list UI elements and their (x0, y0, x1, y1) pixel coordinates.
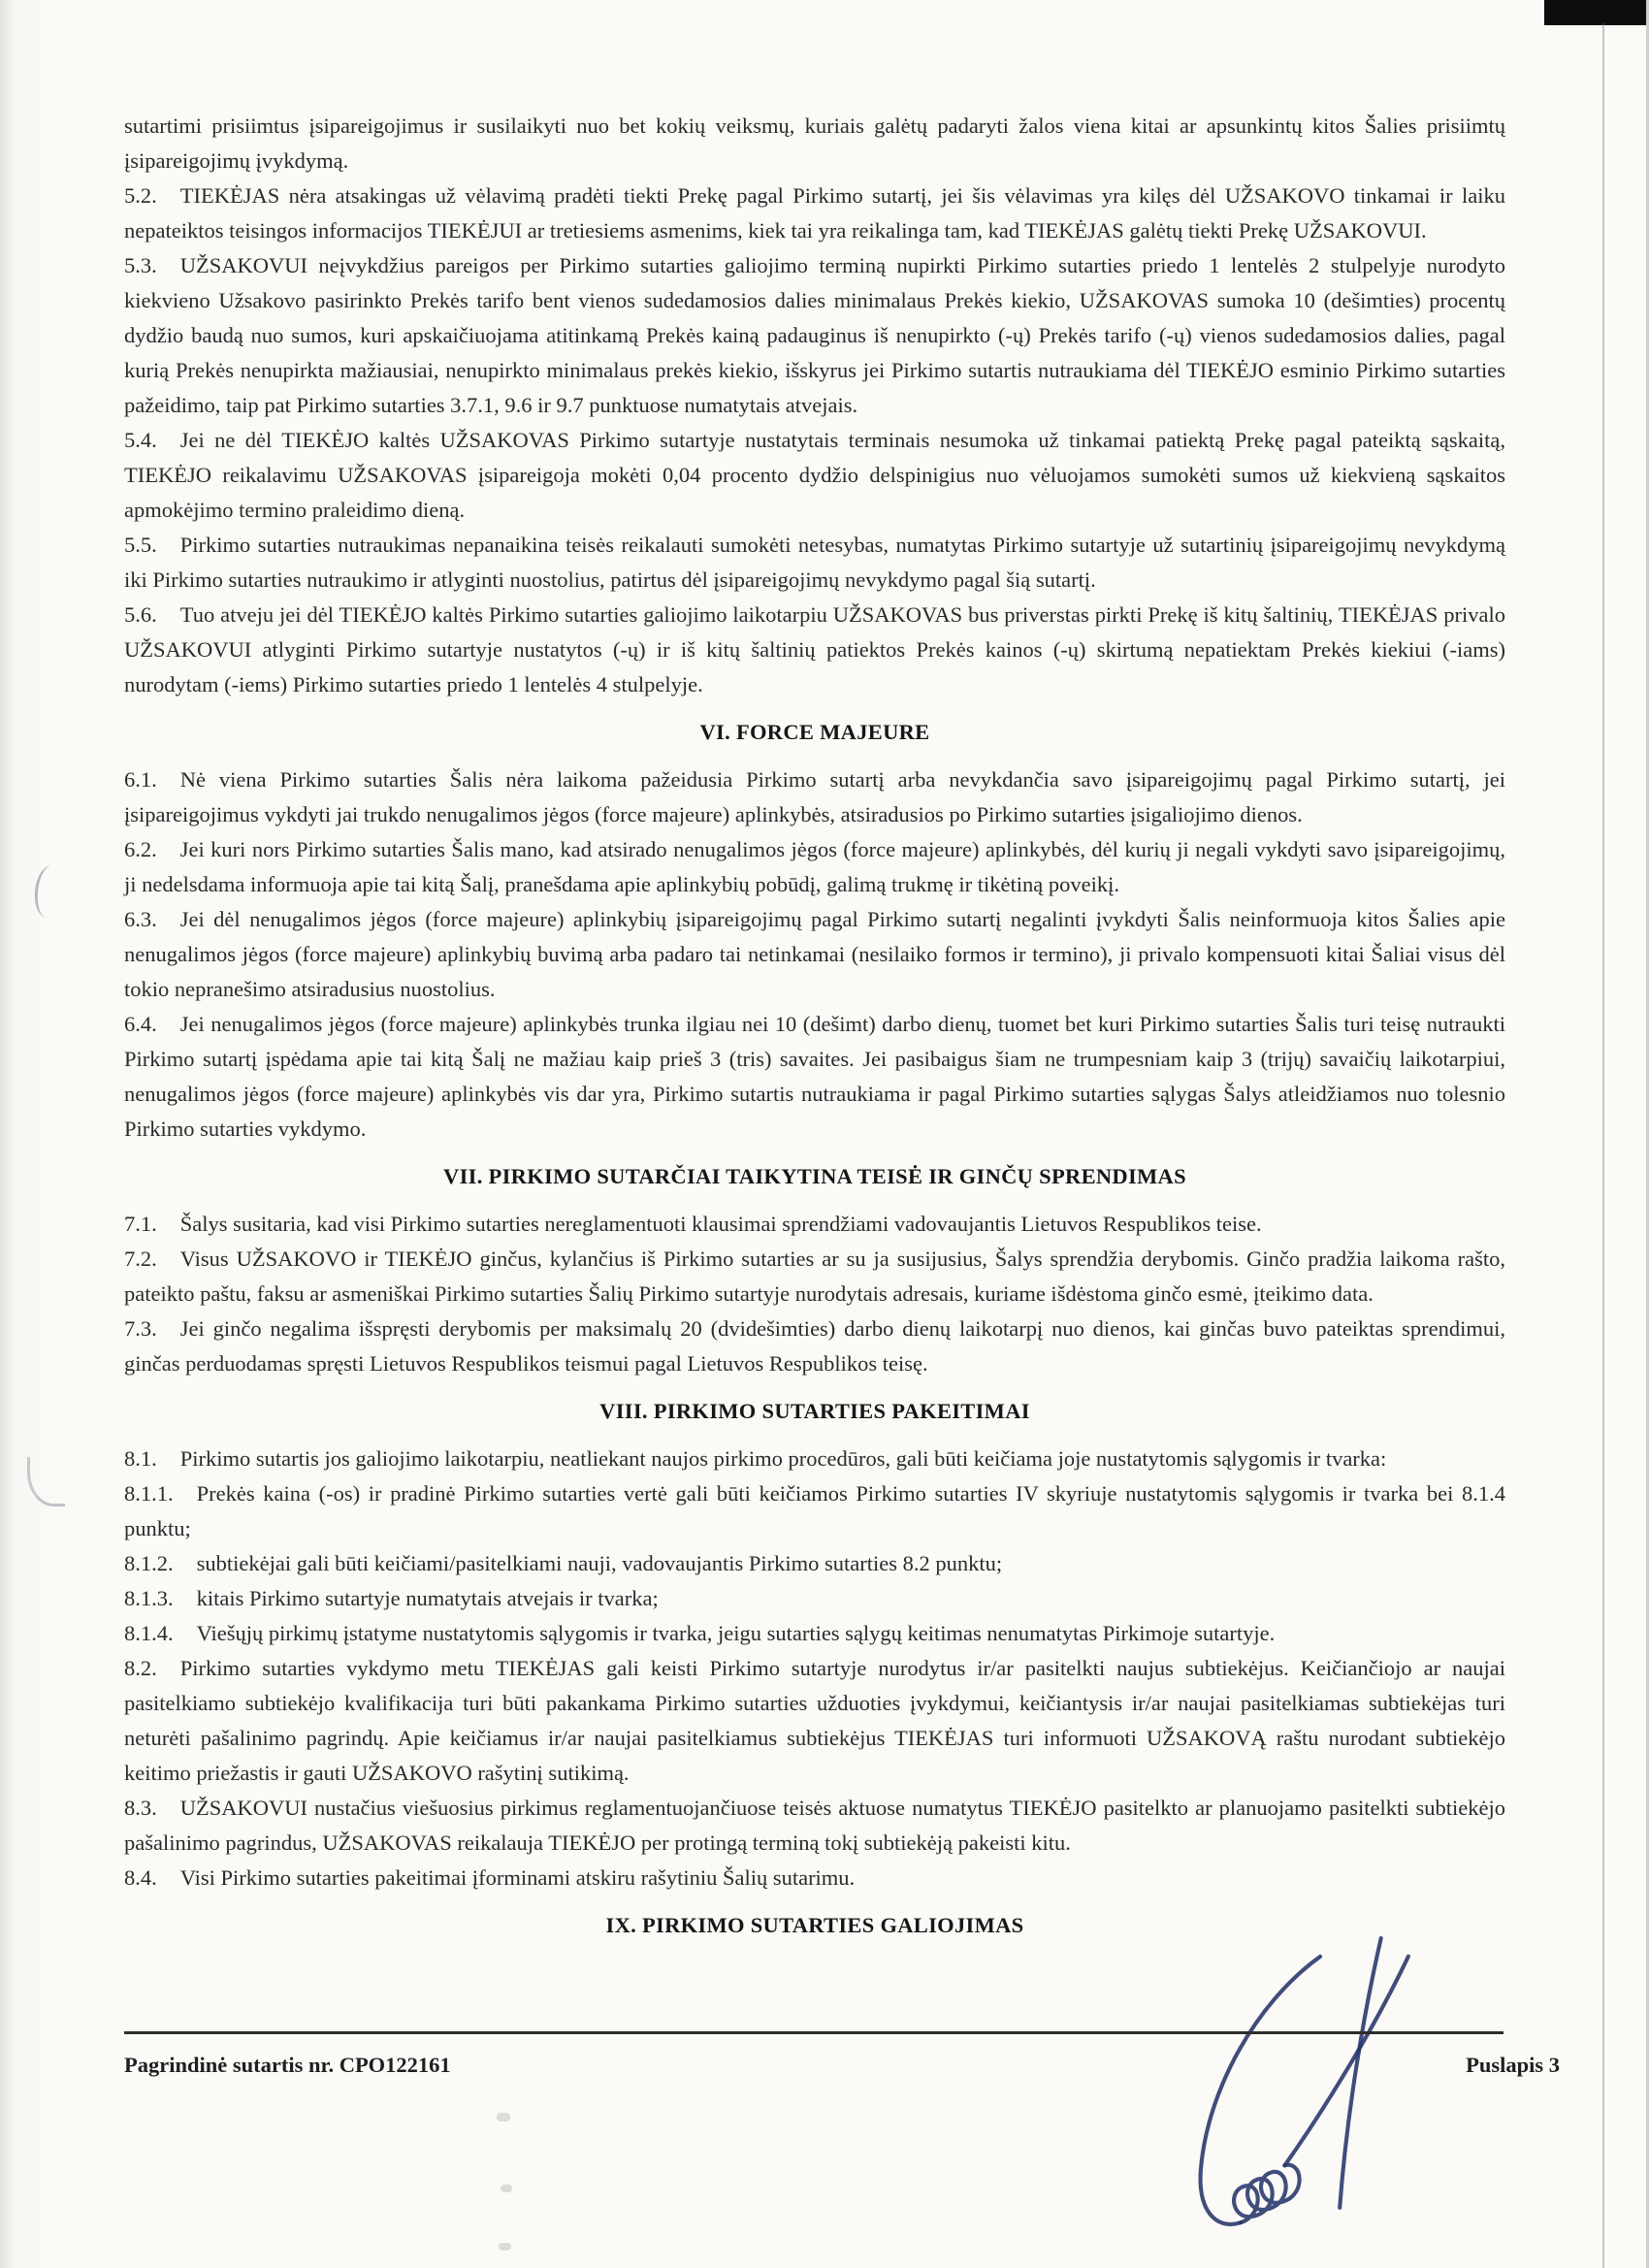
numbered-paragraph: 8.4. Visi Pirkimo sutarties pakeitimai įforminami atskiru rašytiniu Šalių sutarimu. (124, 1865, 856, 1890)
contract-text-body (124, 109, 1505, 1956)
paragraph-number: 6.1. (124, 767, 157, 792)
numbered-paragraph: 5.2. TIEKĖJAS nėra atsakingas už vėlavimą pradėti tiekti Prekę pagal Pirkimo sutartį, jei šis vėlavimas yra kilęs dėl UŽSAKOVO tinkamai ir laiku nepateiktos teisingos informacijos TIEKĖJUI ar tretiesiems asmenims, kiek tai yra reikalinga tam, kad TIEKĖJAS galėtų tiekti Prekę UŽSAKOVUI. (124, 183, 1505, 243)
paragraph-number: 5.4. (124, 428, 157, 452)
section-heading: IX. PIRKIMO SUTARTIES GALIOJIMAS (605, 1913, 1024, 1937)
scan-artifact-pen-mark (27, 1457, 65, 1507)
scan-artifact-pen-mark (32, 864, 62, 919)
scan-artifact-smudge (497, 2113, 510, 2122)
paragraph-number: 7.2. (124, 1247, 157, 1271)
scan-artifact-corner-bar (1544, 0, 1649, 25)
section-heading: VII. PIRKIMO SUTARČIAI TAIKYTINA TEISĖ IR GINČŲ SPRENDIMAS (443, 1164, 1186, 1188)
numbered-paragraph: 6.2. Jei kuri nors Pirkimo sutarties Šalis mano, kad atsirado nenugalimos jėgos (force majeure) aplinkybės, dėl kurių ji negali vykdyti savo įsipareigojimų, ji nedelsdama informuoja apie tai kitą Šalį, pranešdama apie aplinkybių pobūdį, galimą trukmę ir tikėtiną poveikį. (124, 837, 1505, 896)
footer-rule (124, 2031, 1504, 2034)
numbered-paragraph: 8.2. Pirkimo sutarties vykdymo metu TIEKĖJAS gali keisti Pirkimo sutartyje nurodytus ir/ar pasitelkti naujus subtiekėjus. Keičiančiojo ar naujai pasitelkiamo subtiekėjo kvalifikacija turi būti pakankama Pirkimo sutarties užduoties įvykdymui, keičiantysis ir/ar naujai pasitelkiamas subtiekėjas turi neturėti pašalinimo pagrindų. Apie keičiamus ir/ar naujai pasitelkiamus subtiekėjus TIEKĖJAS turi informuoti UŽSAKOVĄ raštu nurodant subtiekėjo keitimo priežastis ir gauti UŽSAKOVO rašytinį sutikimą. (124, 1656, 1505, 1785)
section-heading: VI. FORCE MAJEURE (699, 720, 930, 744)
paragraph-number: 7.3. (124, 1316, 157, 1341)
numbered-paragraph: 8.1.1. Prekės kaina (-os) ir pradinė Pirkimo sutarties vertė gali būti keičiamos Pirkimo sutarties IV skyriuje nustatytomis sąlygomis ir tvarka bei 8.1.4 punktu; (124, 1481, 1505, 1540)
paragraph-number: 8.1.1. (124, 1481, 174, 1506)
paragraph-number: 8.3. (124, 1796, 157, 1820)
paragraph-number: 8.1.3. (124, 1586, 174, 1610)
paragraph-number: 5.2. (124, 183, 157, 208)
paragraph-number: 5.3. (124, 253, 157, 277)
paragraph-number: 8.1.4. (124, 1621, 174, 1645)
scan-artifact-smudge (501, 2185, 512, 2192)
numbered-paragraph: 6.4. Jei nenugalimos jėgos (force majeure) aplinkybės trunka ilgiau nei 10 (dešimt) darbo dienų, tuomet bet kuri Pirkimo sutarties Šalis turi teisę nutraukti Pirkimo sutartį įspėdama apie tai kitą Šalį ne mažiau kaip prieš 3 (tris) savaites. Jei pasibaigus šiam ne trumpesniam kaip 3 (trijų) savaičių laikotarpiui, nenugalimos jėgos (force majeure) aplinkybės vis dar yra, Pirkimo sutartis nutraukiama ir pagal Pirkimo sutarties sąlygas Šalys atleidžiamos nuo tolesnio Pirkimo sutarties vykdymo. (124, 1012, 1505, 1141)
scan-artifact-edge-line (1602, 23, 1604, 2268)
numbered-paragraph: 8.1.4. Viešųjų pirkimų įstatyme nustatytomis sąlygomis ir tvarka, jeigu sutarties sąlygų keitimas nenumatytas Pirkimoje sutartyje. (124, 1621, 1276, 1645)
numbered-paragraph: 5.5. Pirkimo sutarties nutraukimas nepanaikina teisės reikalauti sumokėti netesybas, numatytas Pirkimo sutartyje už sutartinių įsipareigojimų nevykdymą iki Pirkimo sutarties nutraukimo ir atlyginti nuostolius, patirtus dėl įsipareigojimų nevykdymo pagal šią sutartį. (124, 533, 1505, 592)
paragraph-number: 8.1.2. (124, 1551, 174, 1575)
paragraph-number: 8.2. (124, 1656, 157, 1680)
paragraph-number: 8.1. (124, 1446, 157, 1471)
paragraph-number: 6.2. (124, 837, 157, 861)
numbered-paragraph: 8.1.3. kitais Pirkimo sutartyje numatytais atvejais ir tvarka; (124, 1586, 659, 1610)
numbered-paragraph: 8.1.2. subtiekėjai gali būti keičiami/pasitelkiami nauji, vadovaujantis Pirkimo sutarties 8.2 punktu; (124, 1551, 1003, 1575)
numbered-paragraph: 6.1. Nė viena Pirkimo sutarties Šalis nėra laikoma pažeidusia Pirkimo sutartį arba nevykdančia savo įsipareigojimų pagal Pirkimo sutartį, jei įsipareigojimus vykdyti jai trukdo nenugalimos jėgos (force majeure) aplinkybės, atsiradusios po Pirkimo sutarties įsigaliojimo dienos. (124, 767, 1505, 826)
numbered-paragraph: 7.3. Jei ginčo negalima išspręsti derybomis per maksimalų 20 (dvidešimties) darbo dienų laikotarpį nuo dienos, kai ginčas buvo pateiktas sprendimui, ginčas perduodamas spręsti Lietuvos Respublikos teismui pagal Lietuvos Respublikos teisę. (124, 1316, 1505, 1376)
numbered-paragraph: 5.4. Jei ne dėl TIEKĖJO kaltės UŽSAKOVAS Pirkimo sutartyje nustatytais terminais nesumoka už tinkamai patiektą Prekę pagal pateiktą sąskaitą, TIEKĖJO reikalavimu UŽSAKOVAS įsipareigoja mokėti 0,04 procento dydžio delspinigius nuo vėluojamos sumokėti sumos už kiekvieną sąskaitos apmokėjimo termino praleidimo dieną. (124, 428, 1505, 522)
numbered-paragraph: 7.2. Visus UŽSAKOVO ir TIEKĖJO ginčus, kylančius iš Pirkimo sutarties ar su ja susijusius, Šalys sprendžia derybomis. Ginčo pradžia laikoma rašto, pateikto paštu, faksu ar asmeniškai Pirkimo sutarties Šalių Pirkimo sutartyje nurodytais adresais, kuriame išdėstoma ginčo esmė, įteikimo data. (124, 1247, 1505, 1306)
scan-artifact-smudge (499, 2243, 511, 2251)
numbered-paragraph: 5.3. UŽSAKOVUI neįvykdžius pareigos per Pirkimo sutarties galiojimo terminą nupirkti Pirkimo sutarties priedo 1 lentelės 2 stulpelyje nurodyto kiekvieno Užsakovo pasirinkto Prekės tarifo bent vienos sudedamosios dalies minimalaus Prekės kiekio, UŽSAKOVAS sumoka 10 (dešimties) procentų dydžio baudą nuo sumos, kuri apskaičiuojama atitinkamą Prekės kainą padauginus iš nenupirkto (-ų) Prekės tarifo (-ų) vienos sudedamosios dalies, pagal kurią Prekės nenupirkta mažiausiai, nenupirkto minimalaus prekės kiekio, išskyrus jei Pirkimo sutartis nutraukiama dėl TIEKĖJO esminio Pirkimo sutarties pažeidimo, taip pat Pirkimo sutarties 3.7.1, 9.6 ir 9.7 punktuose numatytais atvejais. (124, 253, 1505, 417)
section-heading: VIII. PIRKIMO SUTARTIES PAKEITIMAI (599, 1399, 1030, 1423)
numbered-paragraph: 7.1. Šalys susitaria, kad visi Pirkimo sutarties nereglamentuoti klausimai sprendžiami vadovaujantis Lietuvos Respublikos teise. (124, 1212, 1262, 1236)
page-footer (124, 2053, 1560, 2078)
numbered-paragraph: 8.1. Pirkimo sutartis jos galiojimo laikotarpiu, neatliekant naujos pirkimo procedūros, gali būti keičiama joje nustatytomis sąlygomis ir tvarka: (124, 1446, 1387, 1471)
numbered-paragraph: 6.3. Jei dėl nenugalimos jėgos (force majeure) aplinkybių įsipareigojimų pagal Pirkimo sutartį negalinti įvykdyti Šalis neinformuoja kitos Šalies apie nenugalimos jėgos (force majeure) aplinkybių buvimą arba padaro tai netinkamai (nesilaiko formos ir termino), ji privalo kompensuoti kitai Šaliai visus dėl tokio nepranešimo atsiradusius nuostolius. (124, 907, 1505, 1001)
numbered-paragraph: 5.6. Tuo atveju jei dėl TIEKĖJO kaltės Pirkimo sutarties galiojimo laikotarpiu UŽSAKOVAS bus priverstas pirkti Prekę iš kitų šaltinių, TIEKĖJAS privalo UŽSAKOVUI atlyginti Pirkimo sutartyje nustatytos (-ų) ir iš kitų šaltinių patiektos Prekės kainos (-ų) skirtumą nepatiektam Prekės kiekiui (-iams) nurodytam (-iems) Pirkimo sutarties priedo 1 lentelės 4 stulpelyje. (124, 602, 1505, 697)
numbered-paragraph: 8.3. UŽSAKOVUI nustačius viešuosius pirkimus reglamentuojančiuose teisės aktuose numatytus TIEKĖJO pasitelkto ar planuojamo pasitelkti subtiekėjo pašalinimo pagrindus, UŽSAKOVAS reikalauja TIEKĖJO per protingą terminą tokį subtiekėją pakeisti kitu. (124, 1796, 1505, 1855)
paragraph-number: 6.4. (124, 1012, 157, 1036)
paragraph-number: 5.5. (124, 533, 157, 557)
paragraph: sutartimi prisiimtus įsipareigojimus ir susilaikyti nuo bet kokių veiksmų, kuriais galėtų padaryti žalos viena kitai ar apsunkintų kitos Šalies prisiimtų įsipareigojimų įvykdymą. (124, 113, 1505, 173)
paragraph-number: 8.4. (124, 1865, 157, 1890)
paragraph-number: 7.1. (124, 1212, 157, 1236)
signature (1122, 1908, 1465, 2259)
paragraph-number: 5.6. (124, 602, 157, 627)
page-number: Puslapis 3 (1466, 2053, 1560, 2077)
paragraph-number: 6.3. (124, 907, 157, 931)
contract-number: Pagrindinė sutartis nr. CPO122161 (124, 2053, 451, 2077)
